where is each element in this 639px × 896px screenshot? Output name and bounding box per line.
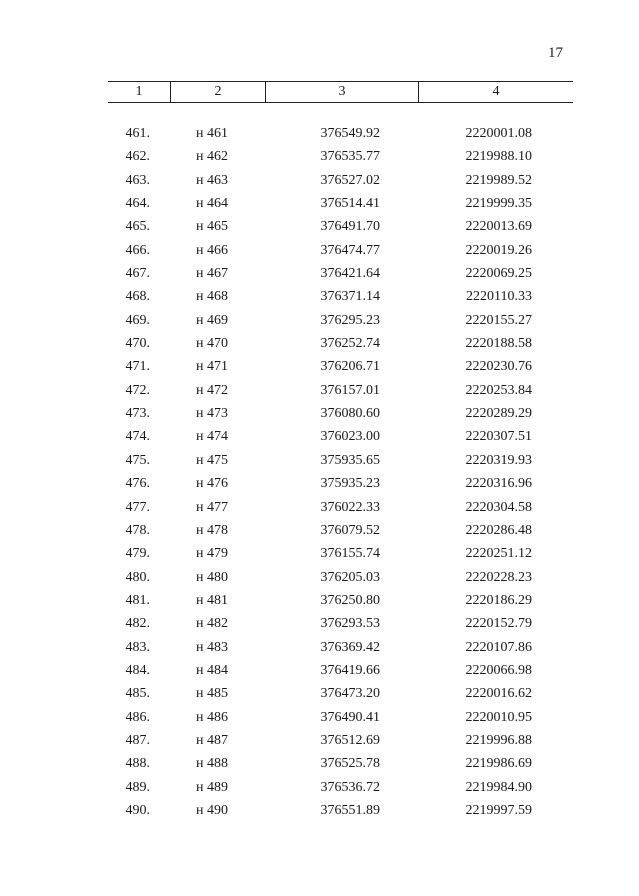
table-row <box>0 659 639 682</box>
table-header <box>108 81 573 103</box>
row-number: 489. <box>125 779 150 795</box>
table-row <box>0 449 639 472</box>
row-number: 484. <box>125 662 150 678</box>
row-number: 475. <box>125 452 150 468</box>
x-coordinate: 376419.66 <box>320 662 380 678</box>
point-label: н 477 <box>196 499 228 515</box>
table-row <box>0 682 639 705</box>
table-row <box>0 542 639 565</box>
point-label: н 483 <box>196 639 228 655</box>
x-coordinate: 376295.23 <box>320 312 380 328</box>
x-coordinate: 376371.14 <box>320 289 380 305</box>
x-coordinate: 376155.74 <box>320 546 380 562</box>
y-coordinate: 2219989.52 <box>465 172 532 188</box>
point-label: н 464 <box>196 196 228 212</box>
x-coordinate: 376525.78 <box>320 756 380 772</box>
table-row <box>0 519 639 542</box>
y-coordinate: 2220155.27 <box>465 312 532 328</box>
point-label: н 466 <box>196 242 228 258</box>
table-row <box>0 309 639 332</box>
row-number: 490. <box>125 802 150 818</box>
table-row <box>0 145 639 168</box>
x-coordinate: 376535.77 <box>320 149 380 165</box>
y-coordinate: 2220316.96 <box>465 476 532 492</box>
row-number: 473. <box>125 406 150 422</box>
table-row <box>0 332 639 355</box>
table-row <box>0 496 639 519</box>
table-row <box>0 192 639 215</box>
point-label: н 487 <box>196 732 228 748</box>
y-coordinate: 2219999.35 <box>465 196 532 212</box>
x-coordinate: 376079.52 <box>320 522 380 538</box>
row-number: 470. <box>125 336 150 352</box>
point-label: н 479 <box>196 546 228 562</box>
y-coordinate: 2220066.98 <box>465 662 532 678</box>
point-label: н 462 <box>196 149 228 165</box>
row-number: 462. <box>125 149 150 165</box>
y-coordinate: 2219984.90 <box>465 779 532 795</box>
table-row <box>0 262 639 285</box>
table-row <box>0 776 639 799</box>
point-label: н 473 <box>196 406 228 422</box>
row-number: 480. <box>125 569 150 585</box>
y-coordinate: 2220019.26 <box>465 242 532 258</box>
table-row <box>0 612 639 635</box>
row-number: 479. <box>125 546 150 562</box>
row-number: 481. <box>125 592 150 608</box>
row-number: 472. <box>125 382 150 398</box>
row-number: 474. <box>125 429 150 445</box>
y-coordinate: 2220188.58 <box>465 336 532 352</box>
x-coordinate: 376490.41 <box>320 709 380 725</box>
table-row <box>0 285 639 308</box>
table-row <box>0 729 639 752</box>
point-label: н 467 <box>196 266 228 282</box>
y-coordinate: 2220152.79 <box>465 616 532 632</box>
point-label: н 481 <box>196 592 228 608</box>
point-label: н 486 <box>196 709 228 725</box>
row-number: 486. <box>125 709 150 725</box>
coordinates-table-body <box>0 122 639 822</box>
row-number: 483. <box>125 639 150 655</box>
y-coordinate: 2220230.76 <box>465 359 532 375</box>
row-number: 482. <box>125 616 150 632</box>
point-label: н 461 <box>196 126 228 141</box>
y-coordinate: 2220110.33 <box>466 289 532 305</box>
table-row <box>0 472 639 495</box>
y-coordinate: 2219996.88 <box>465 732 532 748</box>
table-row <box>0 425 639 448</box>
y-coordinate: 2220251.12 <box>465 546 532 562</box>
row-number: 478. <box>125 522 150 538</box>
y-coordinate: 2220001.08 <box>465 126 532 141</box>
y-coordinate: 2219988.10 <box>465 149 532 165</box>
table-row <box>0 169 639 192</box>
point-label: н 463 <box>196 172 228 188</box>
y-coordinate: 2220253.84 <box>465 382 532 398</box>
row-number: 463. <box>125 172 150 188</box>
x-coordinate: 376491.70 <box>320 219 380 235</box>
table-row <box>0 636 639 659</box>
x-coordinate: 376551.89 <box>320 802 380 818</box>
x-coordinate: 375935.65 <box>320 452 380 468</box>
row-number: 466. <box>125 242 150 258</box>
table-row <box>0 122 639 145</box>
table-row <box>0 589 639 612</box>
row-number: 465. <box>125 219 150 235</box>
y-coordinate: 2220010.95 <box>465 709 532 725</box>
x-coordinate: 376512.69 <box>320 732 380 748</box>
page-number: 17 <box>548 45 563 61</box>
point-label: н 465 <box>196 219 228 235</box>
table-row <box>0 752 639 775</box>
x-coordinate: 375935.23 <box>320 476 380 492</box>
x-coordinate: 376206.71 <box>320 359 380 375</box>
row-number: 471. <box>125 359 150 375</box>
y-coordinate: 2219997.59 <box>465 802 532 818</box>
table-row <box>0 799 639 822</box>
point-label: н 488 <box>196 756 228 772</box>
point-label: н 471 <box>196 359 228 375</box>
row-number: 488. <box>125 756 150 772</box>
row-number: 487. <box>125 732 150 748</box>
row-number: 477. <box>125 499 150 515</box>
row-number: 485. <box>125 686 150 702</box>
y-coordinate: 2220186.29 <box>465 592 532 608</box>
table-row <box>0 239 639 262</box>
y-coordinate: 2220286.48 <box>465 522 532 538</box>
point-label: н 480 <box>196 569 228 585</box>
x-coordinate: 376369.42 <box>320 639 380 655</box>
point-label: н 469 <box>196 312 228 328</box>
y-coordinate: 2220319.93 <box>465 452 532 468</box>
y-coordinate: 2220304.58 <box>465 499 532 515</box>
table-row <box>0 215 639 238</box>
row-number: 461. <box>125 126 150 141</box>
row-number: 476. <box>125 476 150 492</box>
x-coordinate: 376080.60 <box>320 406 380 422</box>
point-label: н 484 <box>196 662 228 678</box>
x-coordinate: 376293.53 <box>320 616 380 632</box>
point-label: н 490 <box>196 802 228 818</box>
y-coordinate: 2219986.69 <box>465 756 532 772</box>
x-coordinate: 376421.64 <box>320 266 380 282</box>
point-label: н 478 <box>196 522 228 538</box>
column-header-3: 3 <box>265 82 418 102</box>
table-row <box>0 355 639 378</box>
point-label: н 470 <box>196 336 228 352</box>
y-coordinate: 2220307.51 <box>465 429 532 445</box>
point-label: н 472 <box>196 382 228 398</box>
x-coordinate: 376514.41 <box>320 196 380 212</box>
row-number: 464. <box>125 196 150 212</box>
column-header-4: 4 <box>418 82 573 102</box>
point-label: н 489 <box>196 779 228 795</box>
table-row <box>0 379 639 402</box>
column-header-2: 2 <box>170 82 265 102</box>
table-row <box>0 706 639 729</box>
x-coordinate: 376527.02 <box>320 172 380 188</box>
y-coordinate: 2220289.29 <box>465 406 532 422</box>
table-row <box>0 402 639 425</box>
x-coordinate: 376252.74 <box>320 336 380 352</box>
row-number: 469. <box>125 312 150 328</box>
column-header-1: 1 <box>135 84 143 99</box>
x-coordinate: 376473.20 <box>320 686 380 702</box>
point-label: н 468 <box>196 289 228 305</box>
point-label: н 482 <box>196 616 228 632</box>
y-coordinate: 2220013.69 <box>465 219 532 235</box>
x-coordinate: 376250.80 <box>320 592 380 608</box>
row-number: 468. <box>125 289 150 305</box>
point-label: н 475 <box>196 452 228 468</box>
point-label: н 485 <box>196 686 228 702</box>
y-coordinate: 2220228.23 <box>465 569 532 585</box>
x-coordinate: 376023.00 <box>320 429 380 445</box>
x-coordinate: 376474.77 <box>320 242 380 258</box>
x-coordinate: 376549.92 <box>320 126 380 141</box>
y-coordinate: 2220107.86 <box>465 639 532 655</box>
x-coordinate: 376022.33 <box>320 499 380 515</box>
x-coordinate: 376157.01 <box>320 382 380 398</box>
point-label: н 476 <box>196 476 228 492</box>
x-coordinate: 376205.03 <box>320 569 380 585</box>
x-coordinate: 376536.72 <box>320 779 380 795</box>
point-label: н 474 <box>196 429 228 445</box>
table-row <box>0 566 639 589</box>
y-coordinate: 2220016.62 <box>465 686 532 702</box>
row-number: 467. <box>125 266 150 282</box>
y-coordinate: 2220069.25 <box>465 266 532 282</box>
